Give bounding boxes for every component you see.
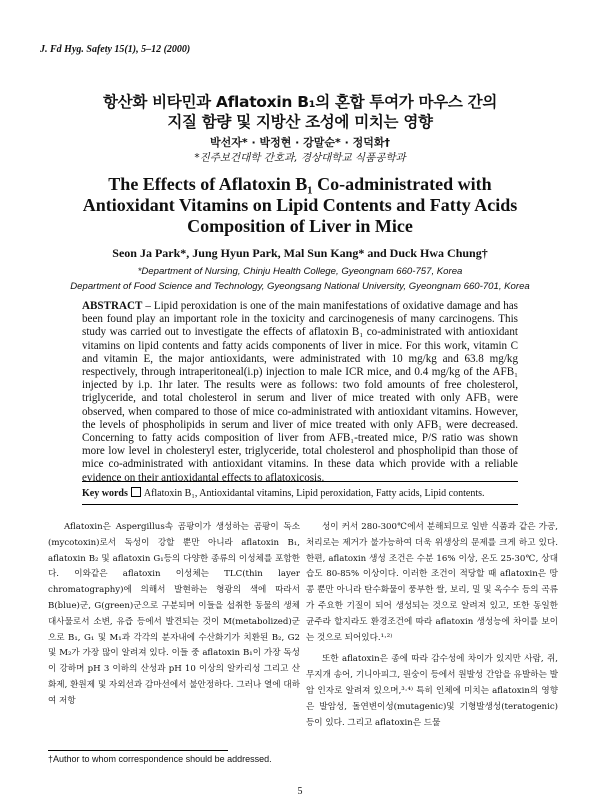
korean-title-line-1: 항산화 비타민과 Aflatoxin B₁의 혼합 투여가 마우스 간의 (102, 93, 497, 111)
english-affiliation-2: Department of Food Science and Technology, Gyeongsang National University, Gyeongnam 660-701, Korea (70, 281, 530, 292)
journal-citation: J. Fd Hyg. Safety 15(1), 5–12 (2000) (40, 44, 191, 55)
korean-authors: 박선자* · 박정현 · 강말순* · 정덕화† (209, 136, 391, 149)
english-affiliation-1: *Department of Nursing, Chinju Health College, Gyeongnam 660-757, Korea (137, 266, 463, 277)
body-paragraph: 성이 커서 280-300℃에서 분해되므로 일반 식품과 같은 가공, 처리로는 제거가 불가능하여 더욱 위생상의 문제를 크게 하고 있다. 한편, aflatoxin 생성 조건은 수분 16% 이상, 온도 25-30℃, 상대습도 80-85% 이상이다. 이러한 조건이 적당할 때 aflatoxin은 땅콩 뿐만 아니라 탄수화물이 풍부한 쌀, 보리, 밀 및 옥수수 등의 곡류가 주요한 기질이 되어 생성되는 것으로 알려져 있고, 또한 동일한 균주라 할지라도 환경조건에 따라 aflatoxin 생성능에 차이를 보이는 것으로 되어있다.¹·²⁾ (306, 522, 558, 643)
keywords-text: Aflatoxin B₁, Antioxidantal vitamins, Lipid peroxidation, Fatty acids, Lipid contents. (143, 488, 485, 499)
abstract-label: ABSTRACT (82, 300, 143, 312)
body-column-right (306, 520, 558, 731)
english-title-line-3: Composition of Liver in Mice (187, 216, 413, 236)
abstract (82, 300, 518, 485)
body-paragraph: 또한 aflatoxin은 종에 따라 감수성에 차이가 있지만 사람, 쥐, 무지개 송어, 기니아피그, 원숭이 등에서 원발성 간암을 유발하는 발암 인자로 알려져 있으며,³·⁴⁾ 특히 인체에 미치는 aflatoxin의 영향은 발암성, 돌연변이성(mutagenic)및 기형발생성(teratogenic)등이 있다. 그리고 aflatoxin은 드물 (306, 654, 558, 728)
footnote: †Author to whom correspondence should be addressed. (48, 754, 272, 764)
abstract-text: – Lipid peroxidation is one of the main manifestations of oxidative damage and has been found play an important role in the toxicity and carcinogenesis of many carcinogens. This study was carried out to investigate the effects of aflatoxin B₁ co-administrated with antioxidant vitamins on lipid contents and fatty acids components of liver in mice. For this work, vitamin C and vitamin E, the major antioxidants, were administrated with 10 mg/kg and 63.8 mg/kg respectively, through intraperitoneal(i.p) injection to male ICR mice, and 0.4 mg/kg of the AFB₁ injected by i.p. 1hr later. The results were as follows: two fold amounts of free cholesterol, triglyceride, and total cholesterol in serum and liver of mice treated with only AFB₁ were observed, when compared to those of mice co-administrated with antioxidant vitamins. However, the levels of phospholipids in serum and liver of mice treated with only AFB₁ were decreased. Concerning to fatty acids composition of liver from AFB₁-treated mice, P/S ratio was shown more low level in cholesteryl ester, triglyceride, total cholesterol and phospholipid than those of mice co-administrated with antioxidant vitamins. In these data which provide with a reliable evidence on their antioxidantal effects to aflatoxicosis. (82, 300, 518, 484)
checkbox-icon (131, 487, 141, 497)
english-title-line-1: The Effects of Aflatoxin B₁ Co-administrated with (108, 174, 492, 194)
keywords-label: Key words (82, 488, 128, 499)
english-title-line-2: Antioxidant Vitamins on Lipid Contents and Fatty Acids (82, 195, 518, 215)
korean-title-line-2: 지질 함량 및 지방산 조성에 미치는 영향 (167, 113, 433, 131)
body-column-left (48, 520, 300, 710)
footnote-rule (48, 750, 228, 751)
body-paragraph: Aflatoxin은 Aspergillus속 곰팡이가 생성하는 곰팡이 독소(mycotoxin)로서 독성이 강할 뿐만 아니라 aflatoxin B₁, aflatoxin B₂ 및 aflatoxin G₁등의 다양한 종류의 이성체를 포함한다. 이와같은 aflatoxin 이성체는 TLC(thin layer chromatography)에 의해서 발현하는 형광의 색에 따라서 B(blue)군, G(green)군으로 구분되며 이들을 섭취한 동물의 생체 대사물로서 소변, 유즙 등에서 발견되는 것이 M(metabolized)군으로 B₁, G₁ 및 M₁과 각각의 분자내에 수산화기가 치환된 B₂, G2 및 M₂가 가장 많이 알려져 있다. 이들 중 aflatoxin B₁이 가장 독성이 강하며 pH 3 이하의 산성과 pH 10 이상의 알카리성 그리고 산화제, 환원제 및 자외선과 감마선에서 불안정하다. 그러나 열에 대하여 저항 (48, 522, 300, 706)
korean-affiliation: *진주보건대학 간호과, 경상대학교 식품공학과 (194, 152, 406, 164)
keywords-box (82, 481, 518, 505)
english-authors: Seon Ja Park*, Jung Hyun Park, Mal Sun Kang* and Duck Hwa Chung† (112, 246, 488, 260)
page-number: 5 (297, 786, 303, 797)
